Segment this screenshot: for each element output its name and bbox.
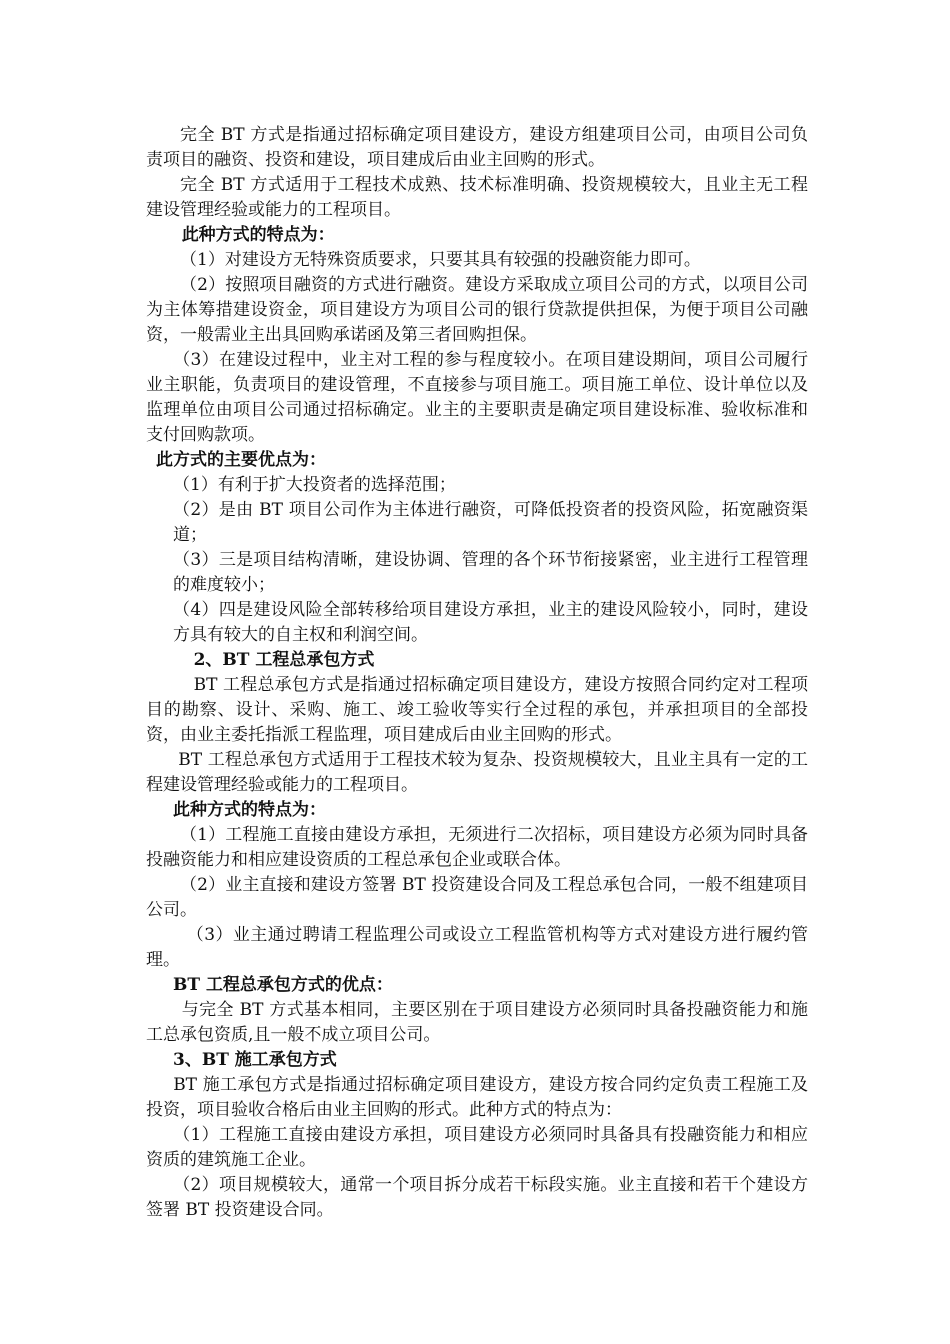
list-item: （1）有利于扩大投资者的选择范围； [173, 475, 456, 495]
list-item: （3）在建设过程中，业主对工程的参与程度较小。在项目建设期间，项目公司履行业主职能，负责项目的建设管理，不直接参与项目施工。项目施工单位、设计单位以及监理单位由项目公司通过招标确定。业主的主要职责是确定项目建设标准、验收标准和支付回购款项。 [146, 350, 808, 445]
section-heading: 此方式的主要优点为： [156, 450, 326, 470]
list-item: （2）是由 BT 项目公司作为主体进行融资，可降低投资者的投资风险，拓宽融资渠道； [173, 500, 808, 545]
paragraph: 与完全 BT 方式基本相同，主要区别在于项目建设方必须同时具备投融资能力和施工总承包资质,且一般不成立项目公司。 [146, 1000, 808, 1045]
list-item: （3）三是项目结构清晰，建设协调、管理的各个环节衔接紧密，业主进行工程管理的难度较小； [173, 550, 808, 595]
list-item: （2）业主直接和建设方签署 BT 投资建设合同及工程总承包合同，一般不组建项目公司。 [146, 875, 808, 920]
list-item: （1）对建设方无特殊资质要求，只要其具有较强的投融资能力即可。 [180, 250, 701, 270]
list-item: （1）工程施工直接由建设方承担，项目建设方必须同时具备具有投融资能力和相应资质的建筑施工企业。 [146, 1125, 808, 1170]
section-heading: 3、BT 施工承包方式 [173, 1050, 337, 1070]
paragraph: 完全 BT 方式是指通过招标确定项目建设方，建设方组建项目公司，由项目公司负责项目的融资、投资和建设，项目建成后由业主回购的形式。 [146, 125, 808, 170]
section-heading: BT 工程总承包方式的优点： [173, 975, 393, 995]
list-item: （1）工程施工直接由建设方承担，无须进行二次招标，项目建设方必须为同时具备投融资能力和相应建设资质的工程总承包企业或联合体。 [146, 825, 808, 870]
paragraph: BT 施工承包方式是指通过招标确定项目建设方，建设方按合同约定负责工程施工及投资，项目验收合格后由业主回购的形式。此种方式的特点为： [146, 1075, 808, 1120]
list-item: （2）按照项目融资的方式进行融资。建设方采取成立项目公司的方式，以项目公司为主体筹措建设资金，项目建设方为项目公司的银行贷款提供担保，为便于项目公司融资，一般需业主出具回购承诺函及第三者回购担保。 [146, 275, 808, 345]
section-heading: 2、BT 工程总承包方式 [193, 650, 375, 670]
section-heading: 此种方式的特点为： [173, 800, 326, 820]
list-item: （4）四是建设风险全部转移给项目建设方承担，业主的建设风险较小，同时，建设方具有较大的自主权和利润空间。 [173, 600, 808, 645]
list-item: （2）项目规模较大，通常一个项目拆分成若干标段实施。业主直接和若干个建设方签署 BT 投资建设合同。 [146, 1175, 808, 1220]
section-heading: 此种方式的特点为： [181, 225, 335, 245]
paragraph: BT 工程总承包方式是指通过招标确定项目建设方，建设方按照合同约定对工程项目的勘察、设计、采购、施工、竣工验收等实行全过程的承包，并承担项目的全部投资，由业主委托指派工程监理，项目建成后由业主回购的形式。 [146, 675, 808, 745]
paragraph: 完全 BT 方式适用于工程技术成熟、技术标准明确、投资规模较大，且业主无工程建设管理经验或能力的工程项目。 [146, 175, 808, 220]
paragraph: BT 工程总承包方式适用于工程技术较为复杂、投资规模较大，且业主具有一定的工程建设管理经验或能力的工程项目。 [146, 750, 808, 795]
list-item: （3）业主通过聘请工程监理公司或设立工程监管机构等方式对建设方进行履约管理。 [146, 925, 808, 970]
document-body [146, 123, 808, 1223]
